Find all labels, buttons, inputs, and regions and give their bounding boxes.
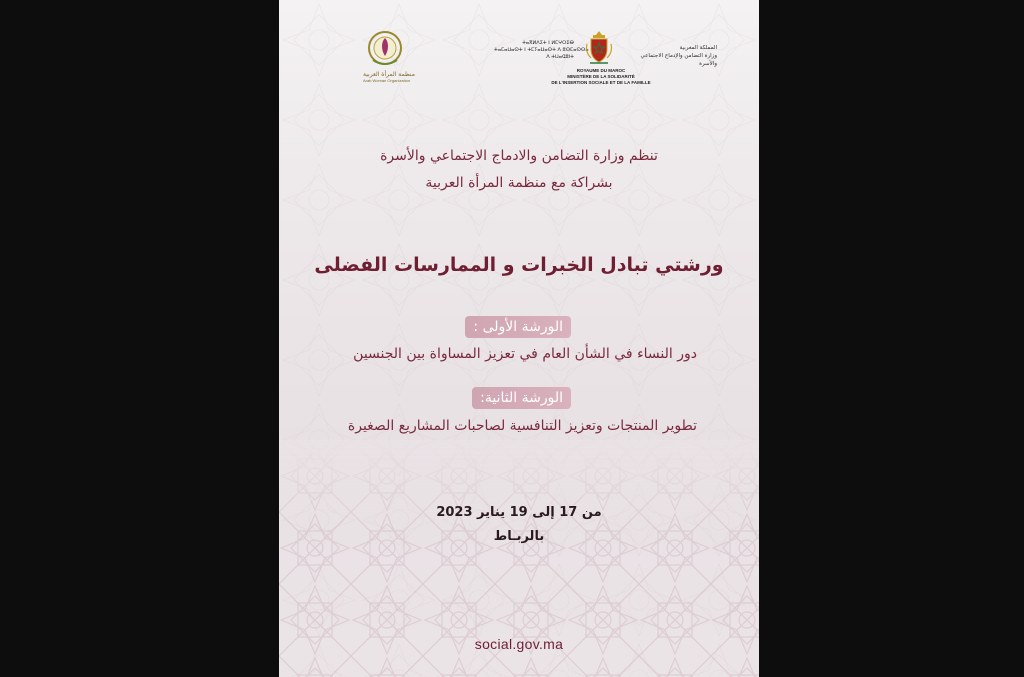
arab-woman-organization-logo <box>363 30 415 90</box>
org-name-arabic: منظمة المرأة العربية <box>363 71 415 78</box>
workshop-1-topic: دور النساء في الشأن العام في تعزيز المساواة بين الجنسين <box>353 346 697 362</box>
event-poster <box>279 0 759 677</box>
coat-of-arms-icon <box>585 30 613 66</box>
website-link[interactable]: social.gov.ma <box>474 636 564 652</box>
organizer-line: تنظم وزارة التضامن والادماج الاجتماعي والأسرة <box>380 148 658 164</box>
event-dates: من 17 إلى 19 يناير 2023 <box>436 505 602 520</box>
ministry-name-tifinagh <box>494 40 589 61</box>
ministry-name-french <box>541 68 661 86</box>
org-name-english: Arab Woman Organization <box>363 78 411 83</box>
tifinagh-line-3: ⴷ ⵜⵡⴰⵛⵓⵏⵜ <box>546 54 574 60</box>
partnership-line: بشراكة مع منظمة المرأة العربية <box>425 175 613 191</box>
gov-fr-line-1: ROYAUME DU MAROC <box>576 68 626 73</box>
ministry-header <box>491 30 717 94</box>
gov-ar-line-2: وزارة التضامن والإدماج الاجتماعي <box>640 53 717 59</box>
workshop-1-badge: الورشة الأولى : <box>465 316 571 338</box>
gov-fr-line-2: MINISTÈRE DE LA SOLIDARITÉ <box>567 74 635 79</box>
tifinagh-line-1: ⵜⴰⴳⵍⴷⵉⵜ ⵏ ⵍⵎⵖⵔⵉⴱ <box>522 40 574 46</box>
workshop-2-badge: الورشة الثانية: <box>472 387 571 409</box>
gov-ar-line-3: والأسرة <box>699 61 717 67</box>
event-title: ورشتي تبادل الخبرات و الممارسات الفضلى <box>314 254 724 276</box>
workshop-2-topic: تطوير المنتجات وتعزيز التنافسية لصاحبات المشاريع الصغيرة <box>347 418 697 434</box>
ministry-name-arabic <box>621 44 717 68</box>
tifinagh-line-2: ⵜⴰⵎⴰⵡⴰⵙⵜ ⵏ ⵜⵎⵢⴰⵡⴰⵙⵜ ⴷ ⵓⵙⵎⴰⵙⵙⴰ <box>494 47 589 53</box>
gov-ar-line-1: المملكة المغربية <box>679 45 717 51</box>
org-emblem-icon <box>367 30 403 70</box>
gov-fr-line-3: DE L'INSERTION SOCIALE ET DE LA FAMILLE <box>551 80 651 85</box>
event-location: بالربـاط <box>493 529 545 544</box>
